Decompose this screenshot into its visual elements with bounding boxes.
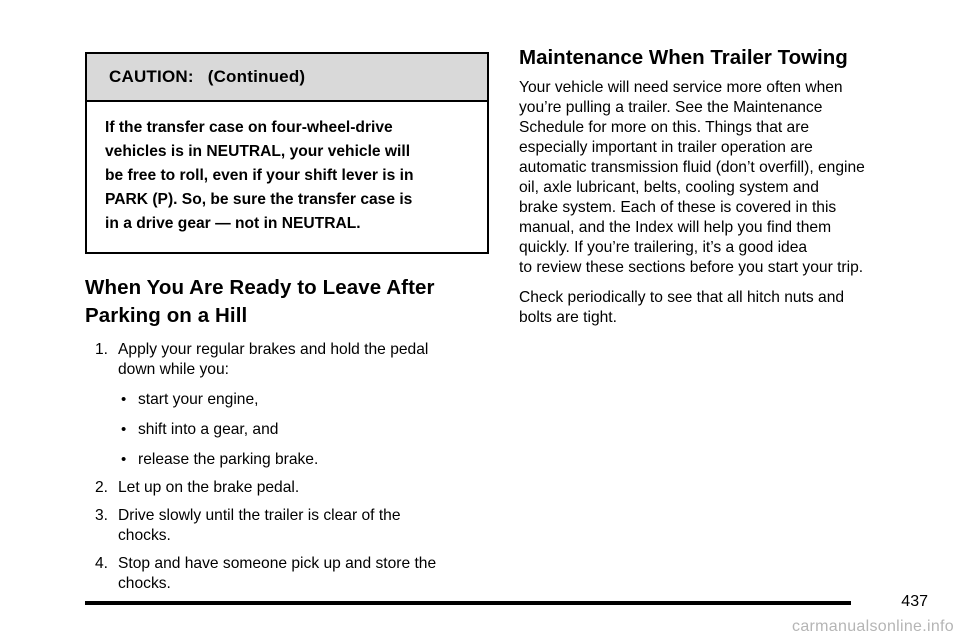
step-text: down while you:	[118, 361, 229, 378]
paragraph-line: brake system. Each of these is covered in this	[519, 199, 837, 216]
steps-list	[85, 340, 489, 594]
leave-title-line: Parking on a Hill	[85, 304, 248, 327]
page-number: 437	[901, 593, 928, 610]
caution-label: CAUTION:	[109, 67, 194, 86]
caution-box	[85, 52, 489, 254]
step-text: Drive slowly until the trailer is clear of the	[118, 507, 401, 524]
paragraph-line: oil, axle lubricant, belts, cooling system and	[519, 179, 819, 196]
bullet-dot-icon: •	[121, 451, 127, 468]
caution-line: in a drive gear — not in NEUTRAL.	[105, 215, 361, 232]
bullet-list	[118, 390, 489, 470]
step-item	[85, 478, 489, 498]
leave-title-line: When You Are Ready to Leave After	[85, 276, 435, 299]
paragraph-line: you’re pulling a trailer. See the Maintenance	[519, 99, 823, 116]
watermark: carmanualsonline.info	[792, 618, 954, 635]
right-column	[519, 44, 931, 328]
paragraph-line: quickly. If you’re trailering, it’s a good idea	[519, 239, 808, 256]
maintenance-title: Maintenance When Trailer Towing	[519, 46, 848, 69]
bullet-dot-icon: •	[121, 421, 127, 438]
paragraph-line: automatic transmission fluid (don’t overfill), engine	[519, 159, 865, 176]
paragraph-line: manual, and the Index will help you find them	[519, 219, 832, 236]
step-text: Apply your regular brakes and hold the pedal	[118, 341, 429, 358]
step-number: 3.	[95, 507, 109, 524]
step-text: Stop and have someone pick up and store the	[118, 555, 437, 572]
paragraph-line: Schedule for more on this. Things that are	[519, 119, 810, 136]
step-number: 2.	[95, 479, 109, 496]
paragraph-line: Check periodically to see that all hitch nuts and	[519, 289, 845, 306]
bullet-text: shift into a gear, and	[138, 421, 279, 438]
step-text: chocks.	[118, 527, 171, 544]
maintenance-paragraph	[519, 78, 931, 278]
step-text: Let up on the brake pedal.	[118, 479, 300, 496]
bullet-item	[118, 420, 489, 440]
caution-line: be free to roll, even if your shift lever is in	[105, 167, 414, 184]
caution-line: If the transfer case on four-wheel-drive	[105, 119, 393, 136]
caution-header	[87, 54, 487, 102]
paragraph-line: especially important in trailer operation are	[519, 139, 813, 156]
paragraph-line: Your vehicle will need service more often when	[519, 79, 843, 96]
step-item	[85, 506, 489, 546]
leave-section-title	[85, 274, 489, 330]
paragraph-line: bolts are tight.	[519, 309, 617, 326]
bullet-text: release the parking brake.	[138, 451, 319, 468]
step-item	[85, 554, 489, 594]
footer-rule	[85, 601, 851, 605]
step-number: 4.	[95, 555, 109, 572]
left-column	[85, 52, 489, 602]
hitch-paragraph	[519, 288, 931, 328]
caution-line: PARK (P). So, be sure the transfer case is	[105, 191, 413, 208]
step-number: 1.	[95, 341, 109, 358]
step-item	[85, 340, 489, 470]
step-text: chocks.	[118, 575, 171, 592]
bullet-text: start your engine,	[138, 391, 259, 408]
caution-continued: (Continued)	[207, 67, 306, 86]
bullet-dot-icon: •	[121, 391, 127, 408]
bullet-item	[118, 390, 489, 410]
caution-body	[87, 102, 487, 252]
caution-line: vehicles is in NEUTRAL, your vehicle will	[105, 143, 411, 160]
bullet-item	[118, 450, 489, 470]
paragraph-line: to review these sections before you start your trip.	[519, 259, 864, 276]
